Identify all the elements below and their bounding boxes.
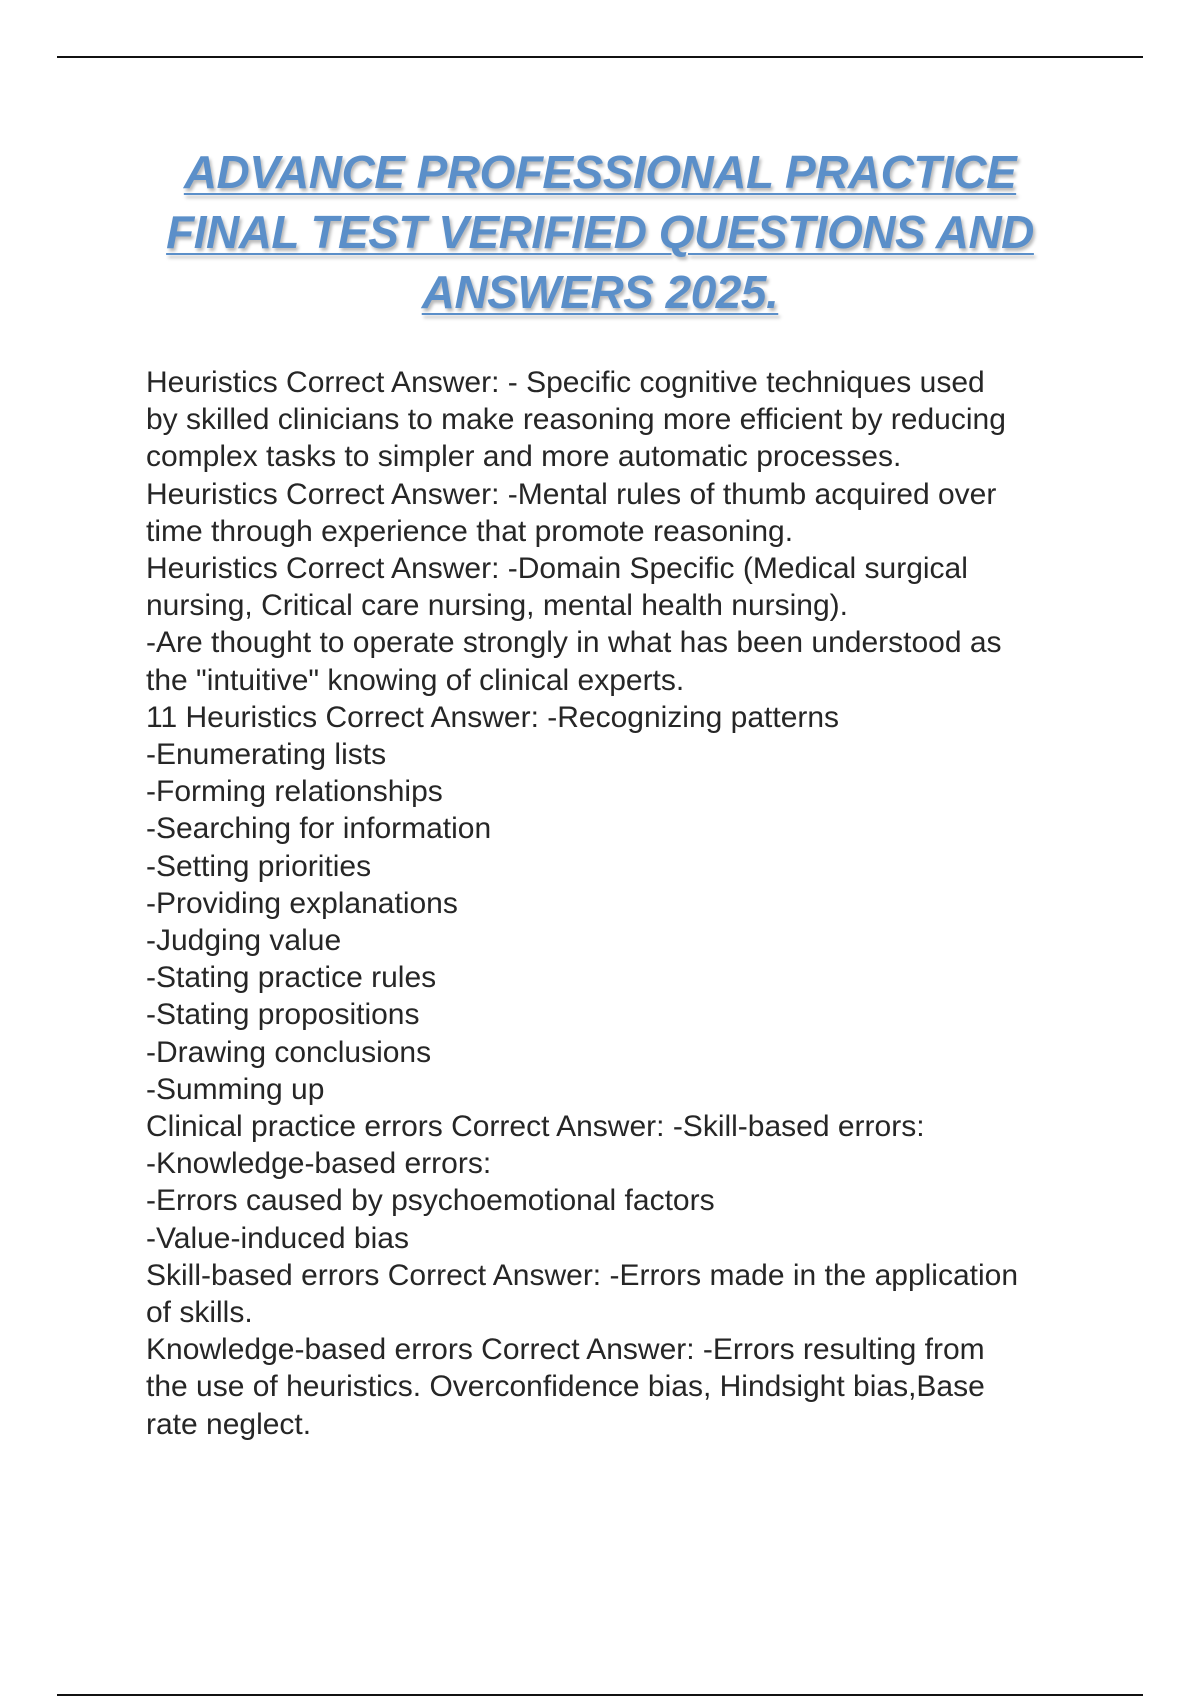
body-line: the use of heuristics. Overconfidence bias, Hindsight bias,Base — [146, 1370, 985, 1404]
body-line: -Errors caused by psychoemotional factors — [146, 1184, 715, 1218]
body-line: -Stating practice rules — [146, 961, 437, 995]
body-line: -Summing up — [146, 1072, 325, 1106]
body-line: complex tasks to simpler and more automatic processes. — [146, 440, 902, 474]
body-line: -Enumerating lists — [146, 738, 387, 772]
body-line: -Knowledge-based errors: — [146, 1147, 492, 1181]
title-line-2: FINAL TEST VERIFIED QUESTIONS AND — [166, 206, 1034, 258]
body-line: -Value-induced bias — [146, 1221, 409, 1255]
body-line: Knowledge-based errors Correct Answer: -Errors resulting from — [146, 1333, 985, 1367]
body-line: rate neglect. — [146, 1407, 312, 1441]
body-line: -Forming relationships — [146, 775, 443, 809]
title-line-3: ANSWERS 2025. — [421, 266, 779, 318]
top-rule — [57, 56, 1143, 58]
body-line: time through experience that promote reasoning. — [146, 514, 794, 548]
body-line: 11 Heuristics Correct Answer: -Recognizing patterns — [146, 700, 840, 734]
bottom-rule — [57, 1694, 1143, 1696]
body-line: of skills. — [146, 1296, 253, 1330]
body-line: Skill-based errors Correct Answer: -Errors made in the application — [146, 1258, 1019, 1292]
body-line: -Judging value — [146, 924, 342, 958]
body-line: the "intuitive" knowing of clinical experts. — [146, 663, 685, 697]
body-line: Clinical practice errors Correct Answer: -Skill-based errors: — [146, 1110, 925, 1144]
document-title — [100, 142, 1100, 322]
body-line: by skilled clinicians to make reasoning more efficient by reducing — [146, 403, 1006, 437]
body-line: Heuristics Correct Answer: -Domain Specific (Medical surgical — [146, 552, 968, 586]
body-line: -Are thought to operate strongly in what has been understood as — [146, 626, 1002, 660]
document-body — [146, 364, 1106, 1443]
body-line: -Searching for information — [146, 812, 492, 846]
body-line: -Providing explanations — [146, 886, 458, 920]
title-line-1: ADVANCE PROFESSIONAL PRACTICE — [183, 146, 1017, 198]
body-line: -Setting priorities — [146, 849, 372, 883]
body-line: nursing, Critical care nursing, mental health nursing). — [146, 589, 848, 623]
body-line: -Drawing conclusions — [146, 1035, 432, 1069]
body-line: Heuristics Correct Answer: - Specific cognitive techniques used — [146, 366, 985, 399]
body-line: Heuristics Correct Answer: -Mental rules of thumb acquired over — [146, 477, 997, 511]
body-line: -Stating propositions — [146, 998, 420, 1032]
